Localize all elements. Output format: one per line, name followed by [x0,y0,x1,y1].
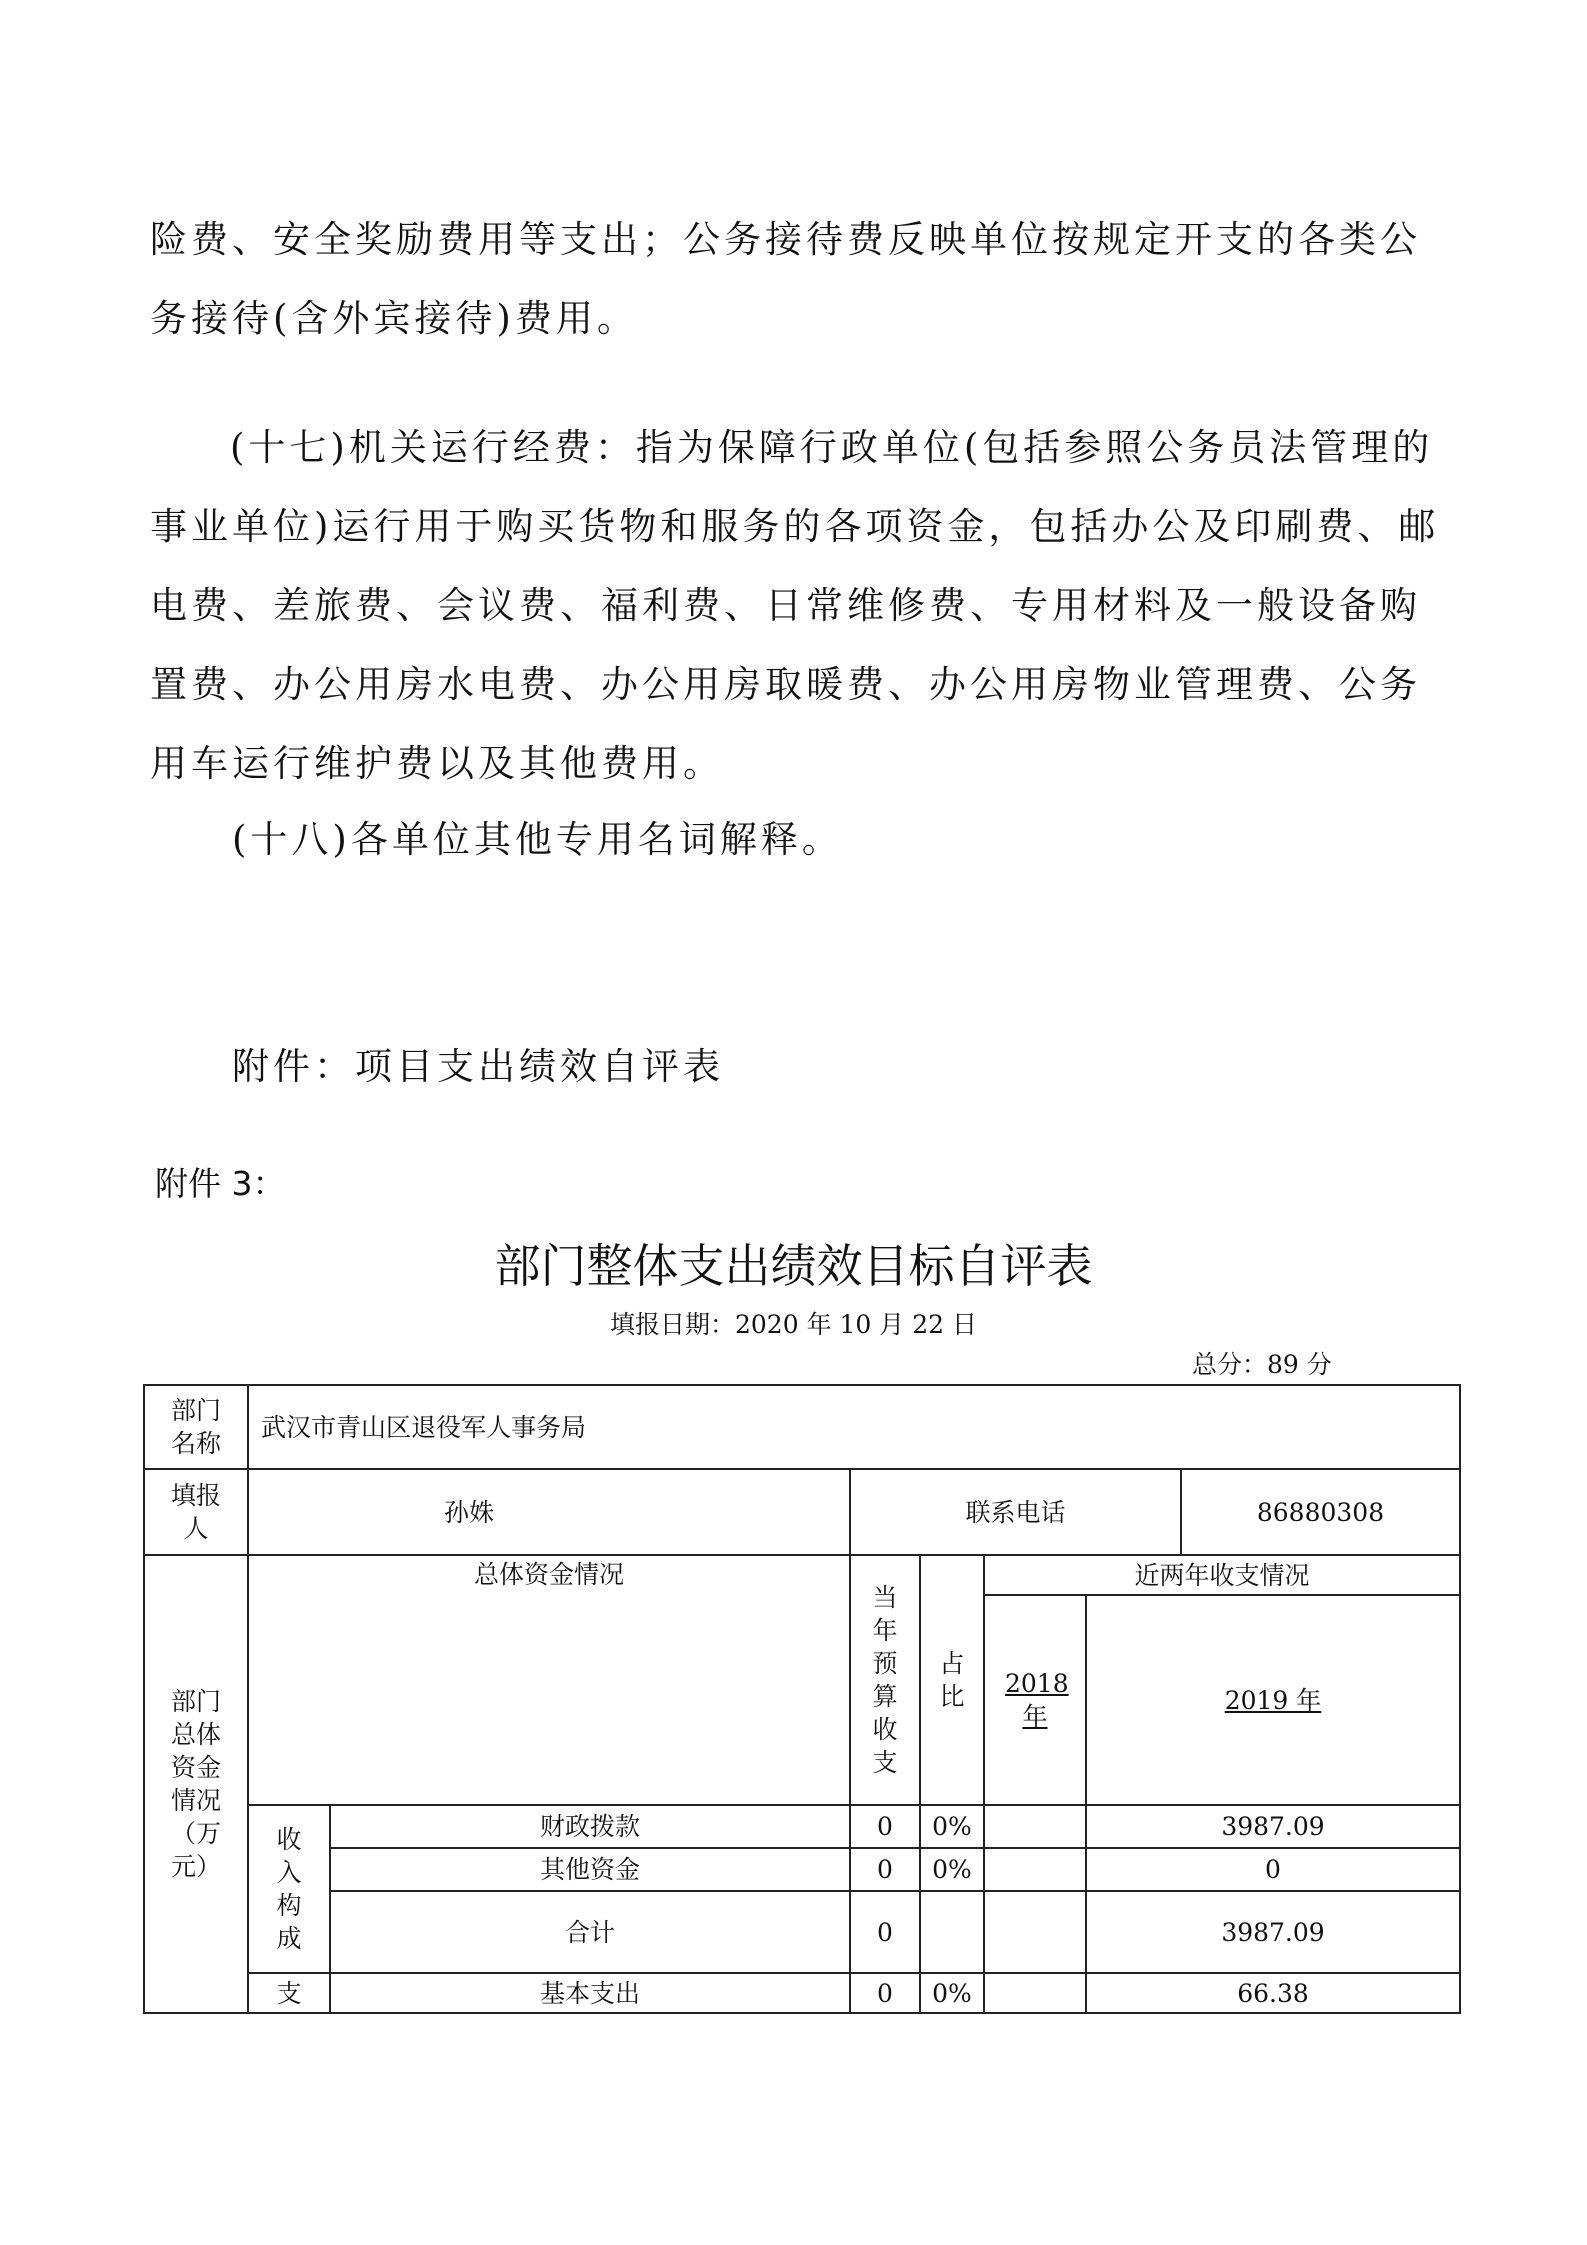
ratio-header: 占比 [920,1555,984,1805]
expense-label: 支 [248,1973,330,2013]
year-2019-header: 2019 年 [1086,1595,1460,1805]
paragraph-other-terms: (十八)各单位其他专用名词解释。 [232,818,843,861]
row-2019: 3987.09 [1086,1891,1460,1973]
row-2019: 66.38 [1086,1973,1460,2013]
paragraph-operating-expenses: (十七)机关运行经费：指为保障行政单位(包括参照公务员法管理的事业单位)运行用于购买货物和服务的各项资金，包括办公及印刷费、邮电费、差旅费、会议费、福利费、日常维修费、专用材料及一般设备购置费、办公用房水电费、办公用房取暖费、办公用房物业管理费、公务用车运行维护费以及其他费用。 [150,426,1440,785]
phone-value: 86880308 [1256,1497,1385,1527]
row-ratio: 0% [920,1848,984,1891]
dept-name-label: 部门名称 [144,1385,248,1469]
row-name: 其他资金 [330,1848,850,1891]
row-budget: 0 [850,1973,920,2013]
total-score: 总分：89 分 [1192,1350,1332,1379]
attachment-note: 附件：项目支出绩效自评表 [232,1045,724,1088]
row-2018 [984,1891,1086,1973]
two-year-header: 近两年收支情况 [984,1555,1460,1595]
current-budget-header: 当年预算收支 [850,1555,920,1805]
attachment-label: 附件 3： [155,1164,286,1203]
row-name: 合计 [330,1891,850,1973]
filler-label: 填报人 [144,1469,248,1555]
row-name: 基本支出 [330,1973,850,2013]
row-budget: 0 [850,1805,920,1848]
row-2018 [984,1973,1086,2013]
row-2019: 3987.09 [1086,1805,1460,1848]
dept-name-value: 武汉市青山区退役军人事务局 [248,1385,1460,1469]
row-2018 [984,1805,1086,1848]
phone-cell [850,1469,1460,1555]
fill-date: 填报日期：2020 年 10 月 22 日 [610,1310,977,1339]
filler-value: 孙姝 [248,1469,850,1555]
paragraph-insurance: 险费、安全奖励费用等支出；公务接待费反映单位按规定开支的各类公务接待(含外宾接待)费用。 [150,218,1421,340]
row-ratio [920,1891,984,1973]
income-label: 收入构成 [248,1805,330,1973]
phone-label: 联系电话 [851,1470,1182,1554]
row-2018 [984,1848,1086,1891]
row-budget: 0 [850,1848,920,1891]
row-ratio: 0% [920,1805,984,1848]
performance-table [143,1384,1461,2014]
row-2019: 0 [1086,1848,1460,1891]
row-ratio: 0% [920,1973,984,2013]
form-title: 部门整体支出绩效目标自评表 [494,1239,1093,1293]
year-2018-header: 2018年 [984,1595,1086,1805]
funds-section-label: 部门总体资金情况（万元） [144,1555,248,2013]
overall-funds-header: 总体资金情况 [248,1555,850,1805]
row-budget: 0 [850,1891,920,1973]
row-name: 财政拨款 [330,1805,850,1848]
